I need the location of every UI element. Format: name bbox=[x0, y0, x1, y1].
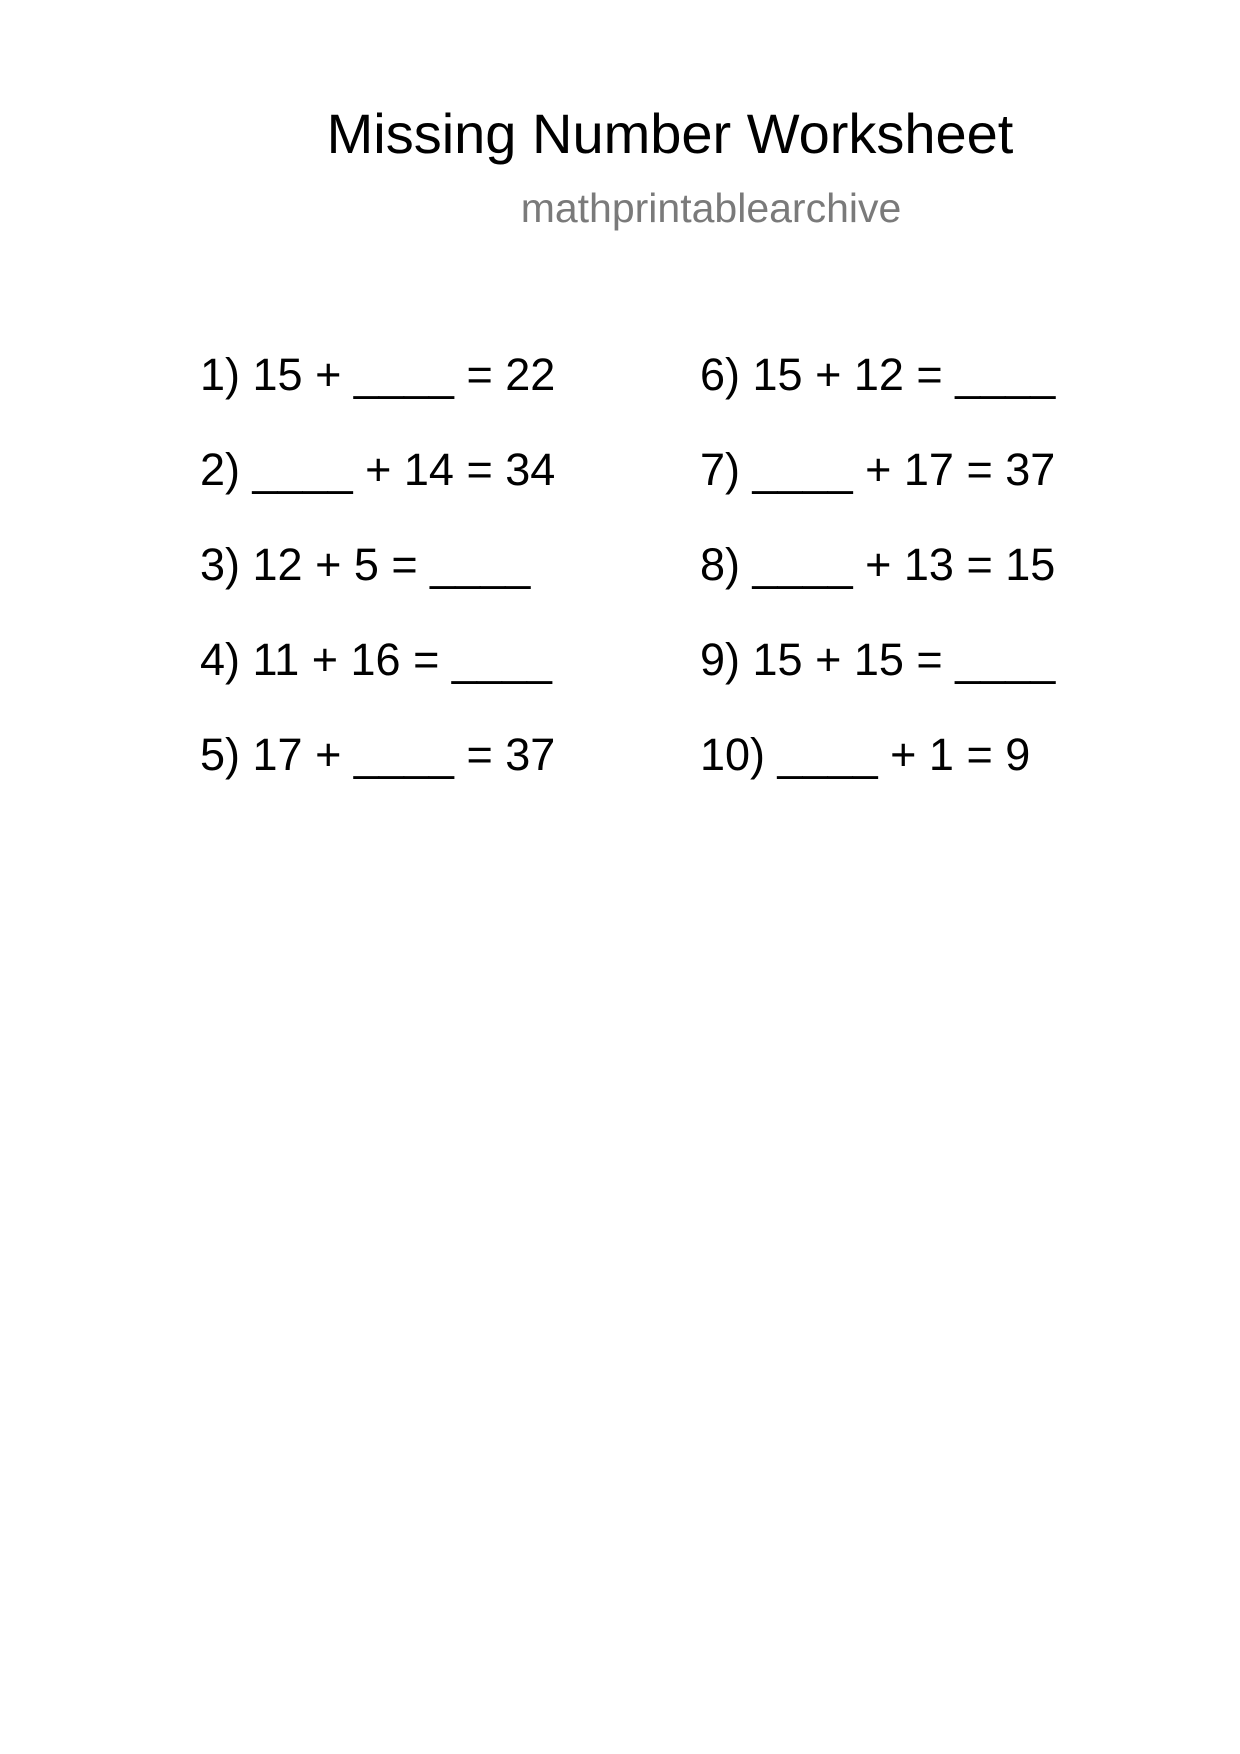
problem-column-right bbox=[700, 345, 1055, 820]
problem-column-left bbox=[200, 345, 555, 820]
problem-5: 5) 17 + ____ = 37 bbox=[200, 729, 556, 780]
problem-10: 10) ____ + 1 = 9 bbox=[700, 729, 1031, 780]
problem-3: 3) 12 + 5 = ____ bbox=[200, 539, 531, 590]
worksheet-subtitle: mathprintablearchive bbox=[520, 185, 902, 231]
problem-list bbox=[200, 345, 1100, 805]
problem-4: 4) 11 + 16 = ____ bbox=[200, 634, 552, 685]
problem-2: 2) ____ + 14 = 34 bbox=[200, 444, 556, 495]
problem-6: 6) 15 + 12 = ____ bbox=[700, 349, 1056, 400]
problem-9: 9) 15 + 15 = ____ bbox=[700, 634, 1056, 685]
problem-8: 8) ____ + 13 = 15 bbox=[700, 539, 1056, 590]
problem-7: 7) ____ + 17 = 37 bbox=[700, 444, 1056, 495]
problem-1: 1) 15 + ____ = 22 bbox=[200, 349, 556, 400]
worksheet-title: Missing Number Worksheet bbox=[326, 102, 1014, 165]
